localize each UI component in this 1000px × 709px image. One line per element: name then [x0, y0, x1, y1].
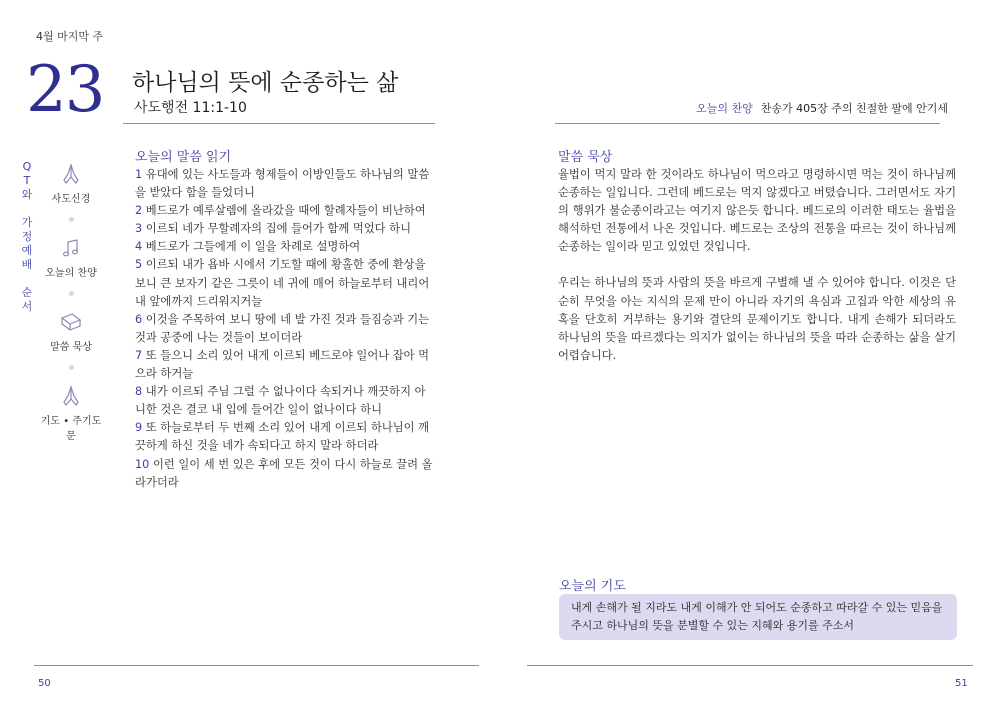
verse-number: 7: [135, 348, 143, 362]
separator-dot: [69, 217, 74, 222]
verse-number: 10: [135, 457, 150, 471]
praying-hands-icon: [59, 162, 83, 186]
verse-text: 또 하늘로부터 두 번째 소리 있어 내게 이르되 하나님이 깨끗하게 하신 것을 네가 속되다고 하지 말라 하더라: [135, 421, 430, 453]
vertical-label-char: 예: [21, 244, 33, 257]
verse: [135, 202, 435, 220]
order-item-label: 사도신경: [51, 194, 91, 205]
meditation-body: [558, 166, 956, 383]
verse-number: 5: [135, 258, 143, 272]
order-item-meditation: [40, 310, 102, 353]
divider-bottom-left: [34, 665, 479, 666]
verse-number: 3: [135, 222, 143, 236]
order-item-prayer: [40, 384, 102, 442]
hymn-line: [696, 100, 948, 116]
vertical-label-char: Q: [22, 160, 32, 173]
divider-top-right: [555, 123, 940, 124]
verse-number: 2: [135, 204, 143, 218]
separator-dot: [69, 291, 74, 296]
verse-text: 베드로가 예루살렘에 올라갔을 때에 할례자들이 비난하여: [142, 204, 426, 218]
verse: [135, 256, 435, 310]
verse: [135, 311, 435, 347]
order-item-label: 기도 • 주기도문: [40, 416, 102, 442]
page-number-right: 51: [955, 678, 968, 689]
verse-text: 이르되 네가 무할례자의 집에 들어가 함께 먹었다 하니: [142, 222, 411, 236]
praying-hands-icon: [59, 384, 83, 408]
vertical-label-char: 순: [21, 286, 33, 299]
vertical-label-char: 가: [21, 216, 33, 229]
scripture-reference: 사도행전 11:1-10: [134, 100, 247, 116]
vertical-label-char: [16, 272, 38, 286]
verse: [135, 238, 435, 256]
verse: [135, 347, 435, 383]
verse: [135, 383, 435, 419]
worship-order-list: [40, 162, 102, 442]
verse-text: 베드로가 그들에게 이 일을 차례로 설명하여: [142, 240, 361, 254]
verse-text: 이런 일이 세 번 있은 후에 모든 것이 다시 하늘로 끌려 올라가더라: [135, 457, 433, 489]
vertical-label-char: [16, 202, 38, 216]
verse: [135, 456, 435, 492]
order-item-hymn: [40, 236, 102, 279]
vertical-label-char: 정: [21, 230, 33, 243]
verse-text: 또 들으니 소리 있어 내게 이르되 베드로야 일어나 잡아 먹으라 하거늘: [135, 348, 430, 381]
order-item-label: 오늘의 찬양: [45, 268, 97, 279]
vertical-label-char: T: [23, 174, 31, 187]
day-number: 23: [26, 53, 104, 127]
vertical-label-char: 서: [21, 300, 33, 313]
prayer-heading: 오늘의 기도: [559, 579, 626, 594]
verse-text: 이르되 내가 욥바 시에서 기도할 때에 황홀한 중에 환상을 보니 큰 보자기 같은 그릇이 네 귀에 매어 하늘로부터 내리어 내 앞에까지 드리워지거늘: [135, 258, 430, 308]
music-note-icon: [59, 236, 83, 260]
vertical-label-char: 와: [21, 188, 33, 201]
verse: [135, 220, 435, 238]
page-title: 하나님의 뜻에 순종하는 삶: [132, 70, 399, 96]
meditation-paragraph: 우리는 하나님의 뜻과 사람의 뜻을 바르게 구별해 낼 수 있어야 합니다. 이것은 단순히 무엇을 아는 지식의 문제 만이 아니라 자기의 욕심과 고집과 악한 세상의 유혹을 단호히 거부하는 용기와 결단의 문제이기도 합니다. 내게 손해가 되더라도 하나님의 뜻을 따르겠다는 의지가 없이는 하나님의 뜻을 따라 순종하는 삶을 살기 어렵습니다.: [558, 276, 956, 362]
verse-number: 9: [135, 421, 143, 435]
hymn-text: 찬송가 405장 주의 친절한 팔에 안기세: [760, 102, 948, 115]
divider-bottom-right: [527, 665, 973, 666]
order-item-label: 말씀 묵상: [50, 342, 92, 353]
verse-number: 1: [135, 168, 143, 181]
reading-heading: 오늘의 말씀 읽기: [135, 150, 232, 165]
verse-number: 8: [135, 385, 143, 399]
verse-number: 4: [135, 240, 143, 254]
vertical-label-char: 배: [21, 258, 33, 271]
bible-book-icon: [58, 310, 84, 334]
hymn-label: 오늘의 찬양: [696, 102, 753, 115]
verse-text: 유대에 있는 사도들과 형제들이 이방인들도 하나님의 말씀을 받았다 함을 들었더니: [135, 168, 430, 200]
verse-list: [135, 166, 435, 492]
divider-top-left: [123, 123, 435, 124]
page-number-left: 50: [38, 678, 51, 689]
verse-text: 이것을 주목하여 보니 땅에 네 발 가진 것과 들짐승과 기는 것과 공중에 나는 것들이 보이더라: [135, 312, 430, 344]
vertical-order-label: [16, 160, 38, 314]
prayer-box: 내게 손해가 될 지라도 내게 이해가 안 되어도 순종하고 따라갈 수 있는 믿음을 주시고 하나님의 뜻을 분별할 수 있는 지혜와 용기를 주소서: [559, 594, 957, 640]
meditation-paragraph: 율법이 먹지 말라 한 것이라도 하나님이 먹으라고 명령하시면 먹는 것이 하나님께 순종하는 일입니다. 그런데 베드로는 먹지 않겠다고 버텼습니다. 그러면서도 자기의 행위가 불순종이라고는 여기지 않은듯 합니다. 베드로의 이러한 태도는 율법을 해석하던 전통에서 나온 것입니다. 베드로는 조상의 전통을 따르는 것이 하나님께 순종하는 일이라 믿고 있었던 것입니다.: [558, 168, 956, 254]
order-item-creed: [40, 162, 102, 205]
separator-dot: [69, 365, 74, 370]
verse-text: 내가 이르되 주님 그럴 수 없나이다 속되거나 깨끗하지 아니한 것은 결코 내 입에 들어간 일이 없나이다 하니: [135, 385, 426, 417]
meditation-heading: 말씀 묵상: [558, 150, 613, 165]
verse-number: 6: [135, 312, 143, 326]
week-label: 4월 마지막 주: [36, 30, 104, 43]
verse: [135, 419, 435, 455]
verse: [135, 166, 435, 202]
